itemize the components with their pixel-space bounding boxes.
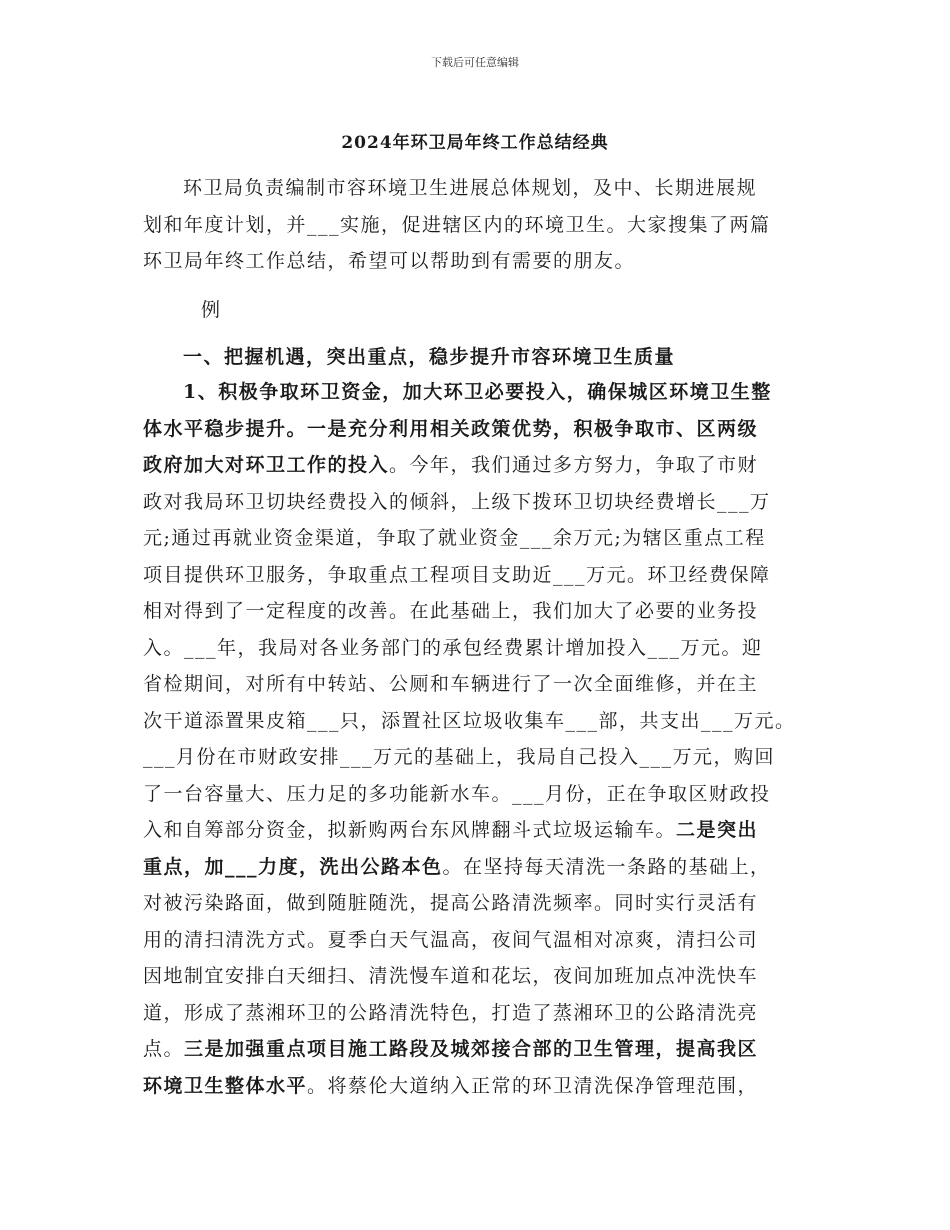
body-line	[143, 1068, 808, 1105]
body-line	[143, 1031, 808, 1068]
bold-text-run: 二是突出	[676, 819, 759, 841]
body-line	[143, 776, 808, 813]
text-run: 。今年，我们通过多方努力，争取了市财	[389, 454, 759, 476]
text-run: 点。	[143, 1038, 185, 1060]
intro-line: 划和年度计划，并___实施，促进辖区内的环境卫生。大家搜集了两篇	[143, 213, 771, 236]
text-run: 道，形成了蒸湘环卫的公路清洗特色，打造了蒸湘环卫的公路清洗亮	[143, 1001, 759, 1024]
body-line	[143, 630, 808, 667]
body-line	[143, 593, 808, 630]
text-run: 用的清扫清洗方式。夏季白天气温高，夜间气温相对凉爽，清扫公司	[143, 928, 759, 951]
body-line	[143, 703, 808, 740]
intro-line: 环卫局年终工作总结，希望可以帮助到有需要的朋友。	[143, 250, 636, 272]
bold-text-run: 1、积极争取环卫资金，加大环卫必要投入，确保城区环境卫生整	[183, 381, 772, 403]
text-run: ___月份在市财政安排___万元的基础上，我局自己投入___万元，购回	[143, 746, 776, 768]
body-line	[143, 812, 808, 849]
header-note: 下载后可任意编辑	[431, 56, 519, 69]
text-run: 次干道添置果皮箱___只，添置社区垃圾收集车___部，共支出___万元。	[143, 709, 796, 732]
body-line	[143, 739, 808, 776]
body-line	[143, 520, 808, 557]
body-line	[143, 995, 808, 1032]
text-run: 政对我局环卫切块经费投入的倾斜，上级下拨环卫切块经费增长___万	[143, 490, 771, 513]
body-line	[143, 447, 808, 484]
text-run: 元;通过再就业资金渠道，争取了就业资金___余万元;为辖区重点工程	[143, 527, 766, 549]
text-run: 。在坚持每天清洗一条路的基础上，	[442, 855, 771, 878]
body-line	[143, 958, 808, 995]
bold-text-run: 政府加大对环卫工作的投入	[143, 454, 390, 476]
text-run: 入。___年，我局对各业务部门的承包经费累计增加投入___万元。迎	[143, 636, 763, 659]
bold-text-run: 环境卫生整体水平	[143, 1074, 308, 1097]
body-line	[143, 374, 808, 411]
bold-text-run: 三是加强重点项目施工路段及城郊接合部的卫生管理，提高我区	[184, 1038, 759, 1060]
text-run: 因地制宜安排白天细扫、清洗慢车道和花坛，夜间加班加点冲洗快车	[143, 965, 759, 987]
bold-text-run: 体水平稳步提升。一是充分利用相关政策优势，积极争取市、区两级	[143, 417, 759, 440]
body-line	[143, 922, 808, 959]
document-title: 2024年环卫局年终工作总结经典	[341, 133, 609, 153]
body-line	[143, 666, 808, 703]
intro-line: 环卫局负责编制市容环境卫生进展总体规划，及中、长期进展规	[183, 177, 758, 199]
main-section	[143, 340, 808, 1104]
body-line	[143, 557, 808, 594]
bold-text-run: 重点，加___力度，洗出公路本色	[143, 855, 443, 878]
text-run: 项目提供环卫服务，争取重点工程项目支助近___万元。环卫经费保障	[143, 563, 771, 586]
example-label: 例	[201, 299, 222, 321]
body-line	[143, 849, 808, 886]
body-line	[143, 411, 808, 448]
text-run: 入和自筹部分资金，拟新购两台东风牌翻斗式垃圾运输车。	[143, 819, 677, 841]
example-block	[143, 290, 808, 330]
text-run: 了一台容量大、压力足的多功能新水车。___月份，正在争取区财政投	[143, 782, 771, 805]
intro-paragraph	[143, 170, 808, 280]
section-heading: 一、把握机遇，突出重点，稳步提升市容环境卫生质量	[183, 346, 676, 368]
text-run: 。将蔡伦大道纳入正常的环卫清洗保净管理范围，	[307, 1074, 759, 1097]
text-run: 省检期间，对所有中转站、公厕和车辆进行了一次全面维修，并在主	[143, 673, 759, 695]
text-run: 对被污染路面，做到随脏随洗，提高公路清洗频率。同时实行灵活有	[143, 892, 759, 914]
body-line	[143, 885, 808, 922]
body-line	[143, 484, 808, 521]
text-run: 相对得到了一定程度的改善。在此基础上，我们加大了必要的业务投	[143, 600, 759, 622]
